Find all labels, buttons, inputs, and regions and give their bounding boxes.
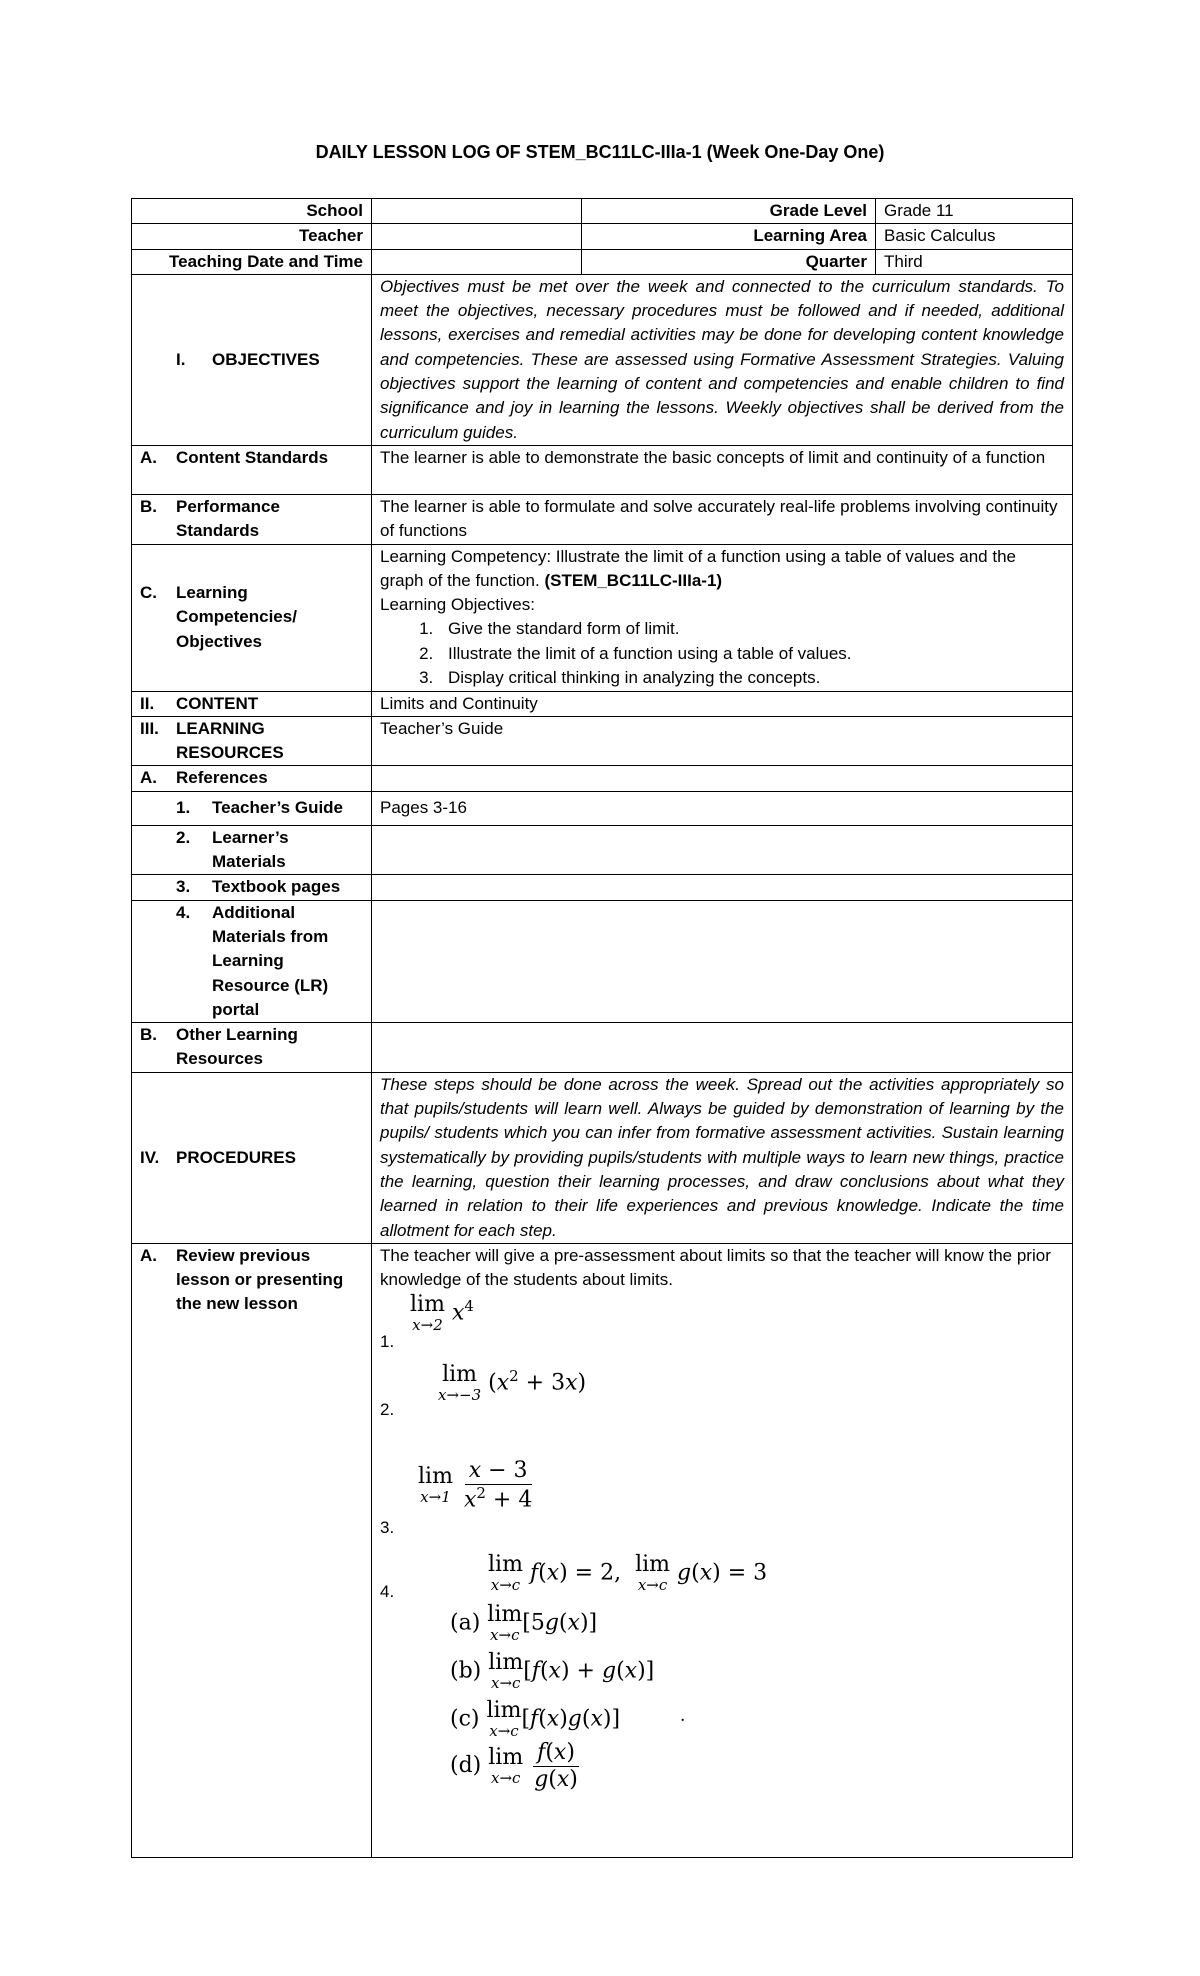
teacher-label: Teacher — [132, 224, 372, 249]
question-number: 1. — [380, 1332, 395, 1352]
section-label: Other Learning Resources — [176, 1025, 298, 1069]
additional-materials-heading — [140, 901, 363, 1022]
question-3 — [380, 1448, 1064, 1548]
section-label: Performance Standards — [176, 496, 280, 541]
section-number: A. — [140, 768, 157, 788]
content-standards-row — [132, 445, 1073, 494]
part-label: (b) — [450, 1658, 482, 1684]
textbook-pages-heading — [140, 875, 363, 899]
content-heading — [140, 692, 363, 716]
math-expression: lim x→2 $x^4$ — [410, 1292, 474, 1335]
school-value — [372, 199, 582, 224]
math-expression: lim x→−3 $(x^2 + 3x)$ — [438, 1362, 587, 1405]
trailing-dot: . — [680, 1706, 686, 1727]
part-label: (d) — [450, 1753, 482, 1779]
section-number: 4. — [176, 902, 191, 922]
header-row-school — [132, 199, 1073, 224]
references-row — [132, 766, 1073, 791]
learning-area-value: Basic Calculus — [876, 224, 1073, 249]
section-label: References — [176, 768, 268, 788]
performance-standards-text: The learner is able to formulate and solve accurately real-life problems involving continuity of functions — [372, 494, 1073, 544]
section-number: 1. — [176, 798, 191, 818]
procedures-text: These steps should be done across the week. Spread out the activities appropriately so that pupils/students will learn well. Always be guided by demonstration of learning by the pupils/ students which you can infer from formative assessment activities. Sustain learning systematically by providing pupils/students with multiple ways to learn new things, practice the learning, question their learning processes, and draw conclusions about what they learned in relation to their life experiences and previous knowledge. Indicate the time allotment for each step. — [372, 1072, 1073, 1243]
learning-resources-row — [132, 716, 1073, 766]
list-item: 2. Illustrate the limit of a function using a table of values. — [438, 642, 1064, 666]
question-number: 3. — [380, 1518, 395, 1538]
teachers-guide-heading — [140, 796, 363, 820]
section-number: II. — [140, 693, 155, 713]
review-text: The teacher will give a pre-assessment about limits so that the teacher will know the prior knowledge of the students about limits. — [380, 1245, 1051, 1290]
section-label: LEARNING RESOURCES — [176, 718, 284, 763]
part-d: (d) lim x→c $\frac{f(x)}{g(x)}$ — [450, 1740, 578, 1792]
question-4 — [380, 1548, 1064, 1808]
grade-level-value: Grade 11 — [876, 199, 1073, 224]
question-number: 2. — [380, 1400, 395, 1420]
part-label: (c) — [450, 1706, 480, 1732]
procedures-row — [132, 1072, 1073, 1243]
performance-standards-row — [132, 494, 1073, 544]
list-item: 3. Display critical thinking in analyzing the concepts. — [438, 666, 1064, 690]
section-label: Additional Materials from Learning Resource (LR) portal — [212, 902, 329, 1019]
question-1 — [380, 1292, 1064, 1358]
quarter-label: Quarter — [582, 249, 876, 274]
section-label: OBJECTIVES — [212, 349, 320, 369]
section-number: 2. — [176, 827, 191, 847]
header-row-teacher — [132, 224, 1073, 249]
content-standards-text: The learner is able to demonstrate the basic concepts of limit and continuity of a function — [372, 445, 1073, 494]
section-label: CONTENT — [176, 693, 259, 713]
additional-materials-row — [132, 900, 1073, 1022]
part-a: (a) lim x→c [5g(x)] — [450, 1602, 598, 1645]
references-heading — [140, 766, 363, 790]
objectives-row — [132, 274, 1073, 445]
learning-area-label: Learning Area — [582, 224, 876, 249]
review-heading — [140, 1244, 363, 1317]
section-number: III. — [140, 718, 159, 738]
page-title: DAILY LESSON LOG OF STEM_BC11LC-IIIa-1 (Week One-Day One) — [315, 142, 885, 162]
section-number: B. — [140, 1025, 157, 1045]
learning-objectives-label: Learning Objectives: — [380, 595, 535, 615]
performance-standards-heading — [140, 495, 363, 544]
objectives-heading — [140, 348, 363, 372]
section-label: Review previous lesson or presenting the new lesson — [176, 1245, 344, 1314]
content-row — [132, 691, 1073, 716]
section-label: PROCEDURES — [176, 1147, 296, 1167]
competencies-row — [132, 544, 1073, 691]
header-row-date — [132, 249, 1073, 274]
grade-level-label: Grade Level — [582, 199, 876, 224]
section-label: Content Standards — [176, 447, 329, 467]
part-label: (a) — [450, 1610, 481, 1636]
section-label: Learning Competencies/ Objectives — [176, 583, 297, 651]
section-label: Textbook pages — [212, 877, 341, 897]
procedures-heading — [140, 1146, 363, 1170]
objectives-text: Objectives must be met over the week and connected to the curriculum standards. To meet the objectives, necessary procedures must be followed and if needed, additional lessons, exercises and remedial activities may be done for developing content knowledge and competencies. These are assessed using Formative Assessment Strategies. Valuing objectives support the learning of content and competencies and enable children to find significance and joy in learning the lessons. Weekly objectives shall be derived from the curriculum guides. — [372, 274, 1073, 445]
lesson-log-table — [131, 198, 1073, 1858]
review-row — [132, 1243, 1073, 1857]
teacher-value — [372, 224, 582, 249]
teachers-guide-pages: Pages 3-16 — [372, 791, 1073, 825]
question-number: 4. — [380, 1582, 395, 1602]
other-resources-heading — [140, 1023, 363, 1072]
learners-materials-heading — [140, 826, 363, 875]
other-resources-row — [132, 1023, 1073, 1073]
competencies-heading — [140, 581, 363, 654]
school-label: School — [132, 199, 372, 224]
competencies-cell — [372, 544, 1073, 691]
content-standards-heading — [140, 446, 363, 470]
part-b: (b) lim x→c [f(x) + g(x)] — [450, 1650, 655, 1693]
learning-resources-text: Teacher’s Guide — [372, 716, 1073, 766]
section-number: C. — [140, 583, 157, 603]
section-number: A. — [140, 447, 157, 467]
competency-code: (STEM_BC11LC-IIIa-1) — [544, 570, 723, 590]
section-number: IV. — [140, 1147, 160, 1167]
section-number: 3. — [176, 877, 191, 897]
date-label: Teaching Date and Time — [132, 249, 372, 274]
part-c: (c) lim x→c [f(x)g(x)] — [450, 1698, 621, 1741]
date-value — [372, 249, 582, 274]
review-cell — [372, 1243, 1073, 1857]
section-label: Teacher’s Guide — [212, 798, 344, 818]
list-item: 1. Give the standard form of limit. — [438, 617, 1064, 641]
teachers-guide-row — [132, 791, 1073, 825]
section-label: Learner’s Materials — [212, 827, 289, 872]
given-limits: lim x→c f(x) = 2, lim x→c g(x) = 3 — [488, 1552, 768, 1595]
competency-text — [380, 545, 1064, 594]
learning-objectives-list — [380, 617, 1064, 690]
section-number: B. — [140, 496, 157, 516]
content-text: Limits and Continuity — [372, 691, 1073, 716]
textbook-pages-row — [132, 875, 1073, 900]
section-number: I. — [176, 349, 186, 369]
competency-intro: Learning Competency: Illustrate the limit of a function using a table of values and the graph of the function. — [380, 546, 1016, 590]
question-2 — [380, 1358, 1064, 1448]
quarter-value: Third — [876, 249, 1073, 274]
section-number: A. — [140, 1245, 157, 1265]
math-expression: lim x→1 $\frac{x - 3}{x^2 + 4}$ — [418, 1458, 533, 1513]
learners-materials-row — [132, 825, 1073, 875]
learning-resources-heading — [140, 717, 363, 766]
